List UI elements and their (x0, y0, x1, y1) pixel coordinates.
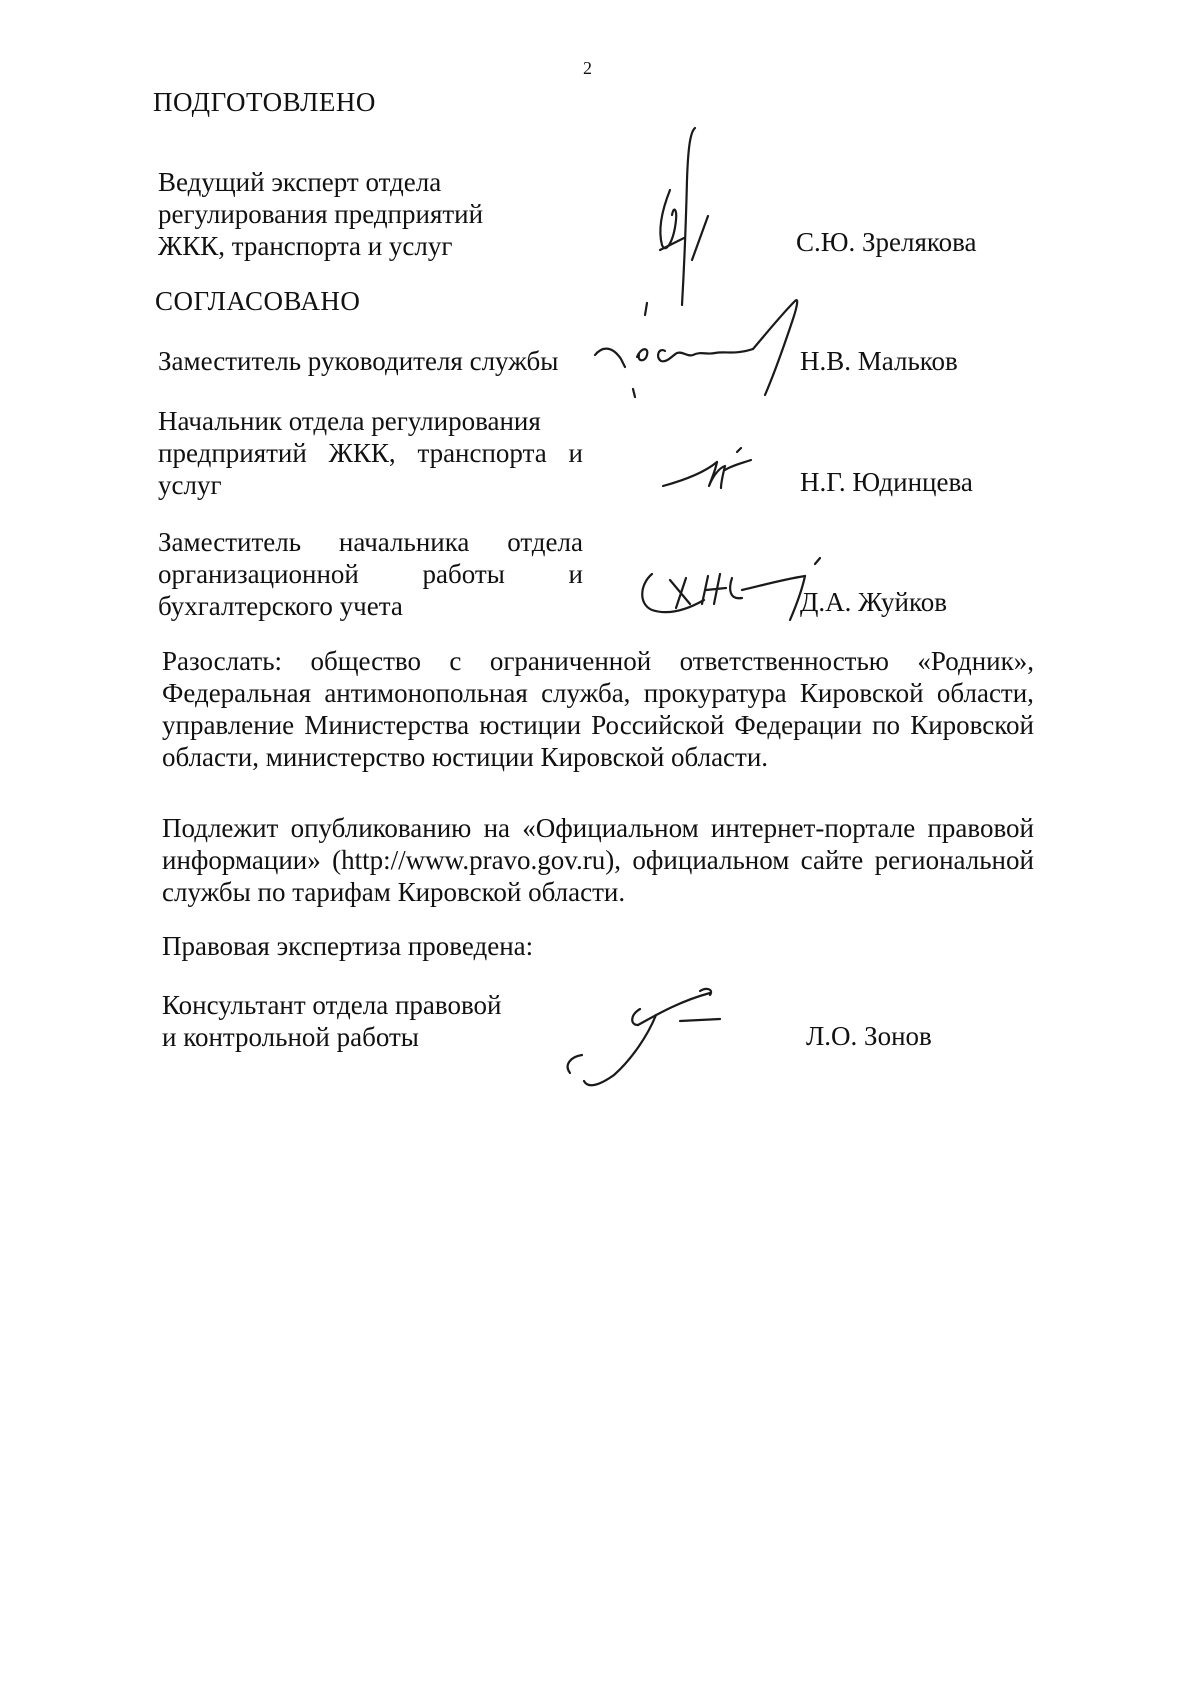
prepared-position-line: ЖКК, транспорта и услуг (158, 231, 453, 261)
deputy-head-position: Заместитель руководителя службы (158, 346, 559, 376)
prepared-position-line: регулирования предприятий (158, 199, 484, 229)
word: по (872, 710, 901, 740)
prepared-name: С.Ю. Зрелякова (796, 227, 977, 257)
word: Кировской (910, 710, 1034, 740)
word: официальном (632, 845, 790, 875)
word: информации» (162, 845, 321, 875)
word: Подлежит (162, 813, 279, 843)
legal-review-position-line: Консультант отдела правовой (162, 990, 502, 1020)
signature-yudintseva (655, 440, 765, 500)
word: служба, (541, 678, 631, 708)
word: Разослать: (162, 646, 283, 676)
distribution-line (162, 709, 1034, 741)
signature-zonov (560, 985, 730, 1095)
word: «Родник», (917, 646, 1034, 676)
deputy-department-head-position (158, 526, 583, 622)
word: (http://www.pravo.gov.ru), (332, 845, 622, 875)
word: правовой (927, 813, 1034, 843)
department-head-position-line: Начальник отдела регулирования (158, 406, 541, 436)
word: Федерации (734, 710, 862, 740)
word: «Официальном (522, 813, 699, 843)
department-head-position-line: услуг (158, 470, 222, 500)
deputy-department-head-position-line (158, 526, 583, 558)
deputy-head-name: Н.В. Мальков (800, 346, 958, 376)
publication-line (162, 812, 1034, 844)
prepared-position-line: Ведущий эксперт отдела (158, 167, 442, 197)
word: транспорта (417, 438, 547, 468)
word: Министерства (304, 710, 470, 740)
word: отдела (507, 527, 583, 557)
word: области, (936, 678, 1034, 708)
word: организационной (158, 559, 359, 589)
word: сайте (800, 845, 864, 875)
word: региональной (874, 845, 1034, 875)
word: Кировской (799, 678, 924, 708)
word: с (449, 646, 462, 676)
word: предприятий (158, 438, 307, 468)
word: Российской (591, 710, 725, 740)
distribution-line (162, 677, 1034, 709)
legal-review-position (162, 989, 501, 1053)
distribution-line: области, министерство юстиции Кировской области. (162, 742, 769, 772)
word: прокуратура (643, 678, 787, 708)
word: Федеральная (162, 678, 312, 708)
prepared-position (158, 166, 483, 262)
word: интернет-портале (710, 813, 916, 843)
publication-line (162, 844, 1034, 876)
word: Заместитель (158, 527, 302, 557)
word: юстиции (479, 710, 582, 740)
word: ограниченной (489, 646, 652, 676)
department-head-position-line (158, 437, 583, 469)
word: работы (422, 559, 505, 589)
distribution-block (162, 645, 1034, 773)
distribution-line (162, 645, 1034, 677)
word: управление (162, 710, 295, 740)
word: опубликованию (290, 813, 472, 843)
agreed-heading: СОГЛАСОВАНО (155, 286, 361, 316)
word: и (568, 559, 583, 589)
word: и (568, 438, 583, 468)
publication-line: службы по тарифам Кировской области. (162, 877, 626, 907)
word: антимонопольная (324, 678, 528, 708)
page-number: 2 (583, 58, 592, 78)
word: ЖКК, (328, 438, 396, 468)
word: начальника (338, 527, 470, 557)
signature-malkov (585, 285, 805, 405)
deputy-department-head-position-line: бухгалтерского учета (158, 591, 403, 621)
legal-review-position-line: и контрольной работы (162, 1022, 419, 1052)
deputy-department-head-position-line (158, 558, 583, 590)
word: на (483, 813, 511, 843)
legal-review-name: Л.О. Зонов (806, 1021, 932, 1051)
deputy-department-head-name: Д.А. Жуйков (800, 587, 947, 617)
department-head-name: Н.Г. Юдинцева (800, 467, 973, 497)
word: общество (310, 646, 421, 676)
legal-review-label: Правовая экспертиза проведена: (162, 931, 534, 961)
signature-zhuykov (630, 550, 830, 630)
prepared-heading: ПОДГОТОВЛЕНО (153, 87, 376, 117)
department-head-position (158, 405, 583, 501)
word: ответственностью (679, 646, 889, 676)
publication-block (162, 812, 1034, 908)
